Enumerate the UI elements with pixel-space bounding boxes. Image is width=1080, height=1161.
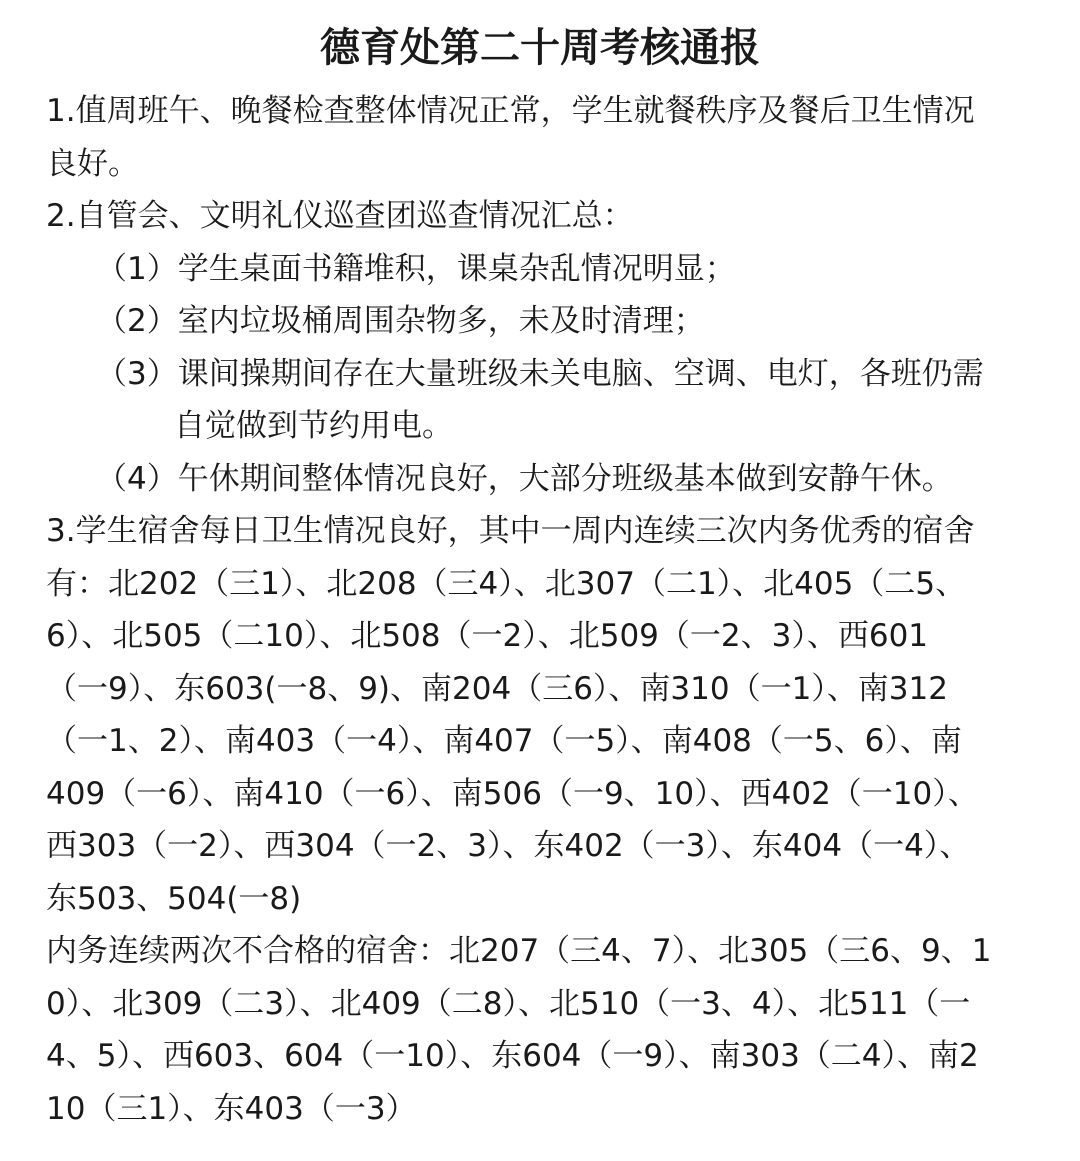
item-3-line-3: 6）、北505（二10）、北508（一2）、北509（一2、3）、西601: [46, 618, 929, 654]
unqualified-line-1: 内务连续两次不合格的宿舍：北207（三4、7）、北305（三6、9、1: [46, 933, 992, 969]
item-2-sub-3-continued: 自觉做到节约用电。: [174, 408, 453, 444]
unqualified-line-2: 0）、北309（二3）、北409（二8）、北510（一3、4）、北511（一: [46, 986, 971, 1022]
unqualified-line-3: 4、5）、西603、604（一10）、东604（一9）、南303（二4）、南2: [46, 1038, 979, 1074]
item-1-line-2: 良好。: [46, 146, 139, 182]
item-2-sub-4: （4）午休期间整体情况良好，大部分班级基本做到安静午休。: [96, 461, 953, 497]
item-1-line-1: 1.值周班午、晚餐检查整体情况正常，学生就餐秩序及餐后卫生情况: [46, 93, 975, 129]
item-2-sub-3: （3）课间操期间存在大量班级未关电脑、空调、电灯，各班仍需: [96, 356, 984, 392]
item-3-line-8: 东503、504(一8): [46, 881, 302, 917]
item-2-heading: 2.自管会、文明礼仪巡查团巡查情况汇总：: [46, 198, 634, 234]
document-title: 德育处第二十周考核通报: [320, 25, 760, 71]
item-3-line-4: （一9）、东603(一8、9)、南204（三6）、南310（一1）、南312: [46, 671, 948, 707]
item-3-line-5: （一1、2）、南403（一4）、南407（一5）、南408（一5、6）、南: [46, 723, 962, 759]
item-3-line-1: 3.学生宿舍每日卫生情况良好，其中一周内连续三次内务优秀的宿舍: [46, 513, 975, 549]
item-3-line-6: 409（一6）、南410（一6）、南506（一9、10）、西402（一10）、: [46, 776, 979, 812]
item-3-line-7: 西303（一2）、西304（一2、3）、东402（一3）、东404（一4）、: [46, 828, 971, 864]
item-2-sub-2: （2）室内垃圾桶周围杂物多，未及时清理；: [96, 303, 705, 339]
item-3-line-2: 有：北202（三1）、北208（三4）、北307（二1）、北405（二5、: [46, 566, 967, 602]
item-2-sub-1: （1）学生桌面书籍堆积，课桌杂乱情况明显；: [96, 251, 736, 287]
unqualified-line-4: 10（三1）、东403（一3）: [46, 1091, 417, 1127]
